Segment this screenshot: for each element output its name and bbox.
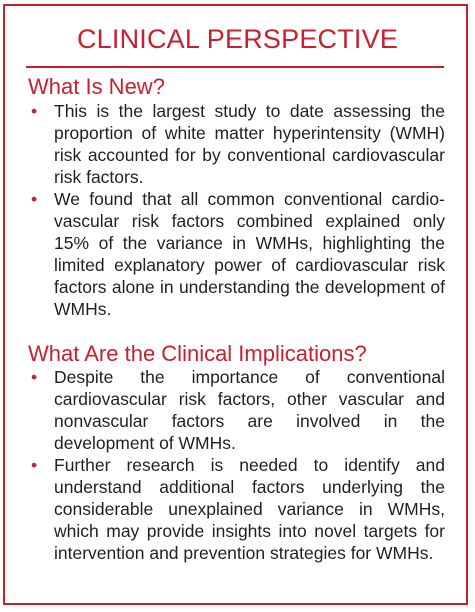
bullet-icon: • [31,101,38,121]
list-item [28,366,445,454]
list-item [28,454,445,564]
bullet-icon: • [31,367,38,387]
bullet-text: We found that all common conventional cardio-vascular risk factors combined explained only 15% of the variance in WMHs, highlighting the limited explanatory power of cardiovascular risk factors alone in understanding the development of WMHs. [54,189,445,319]
bullet-text: Despite the importance of conventional cardiovascular risk factors, other vascular and nonvascular factors are involved in the development of WMHs. [54,367,445,453]
bullet-icon: • [31,455,38,475]
list-item [28,188,445,320]
clinical-implications-list [28,366,445,564]
what-is-new-list [28,100,445,320]
title-divider [26,66,444,68]
bullet-text: This is the largest study to date assessing the proportion of white matter hyperintensity (WMH) risk accounted for by conventional cardiovascular risk factors. [54,101,445,187]
section-heading-clinical-implications: What Are the Clinical Implications? [28,341,367,366]
list-item [28,100,445,188]
bullet-text: Further research is needed to identify and understand additional factors underlying the considerable unexplained variance in WMHs, which may provide insights into novel targets for intervention and prevention strategies for WMHs. [54,455,445,563]
section-heading-what-is-new: What Is New? [28,74,165,99]
box-title: CLINICAL PERSPECTIVE [76,24,399,54]
bullet-icon: • [31,189,38,209]
